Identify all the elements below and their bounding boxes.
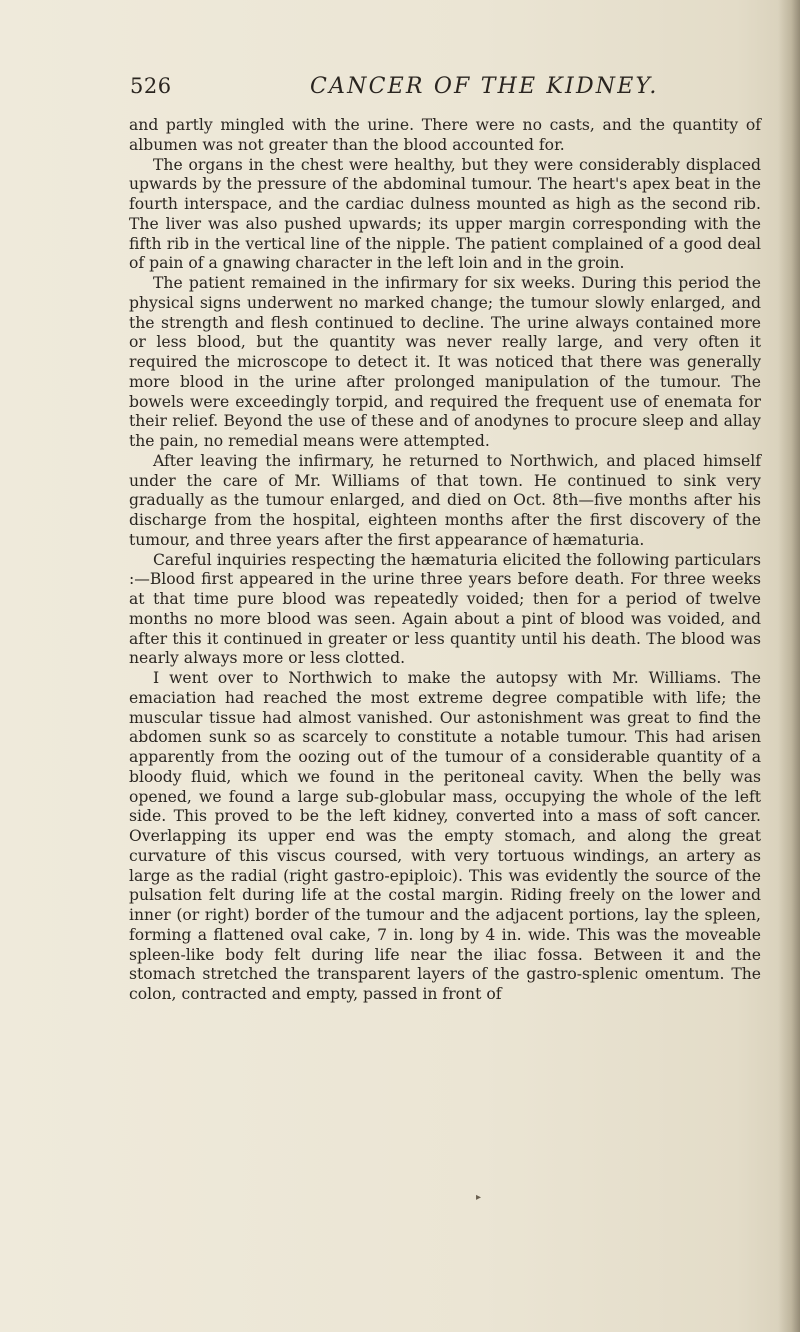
running-head bbox=[130, 74, 770, 106]
paragraph-haematuria-inquiries: Careful inquiries respecting the hæmaturia elicited the following particulars :—Blood first appeared in the urine three years before death. For three weeks at that time pure blood was repeatedly voided; then for a period of twelve months no more blood was seen. Again about a pint of blood was voided, and after this it continued in greater or less quantity until his death. The blood was nearly always more or less clotted. bbox=[129, 550, 761, 668]
page-number: 526 bbox=[130, 74, 172, 98]
paragraph-infirmary-stay: The patient remained in the infirmary for six weeks. During this period the physical signs underwent no marked change; the tumour slowly enlarged, and the strength and flesh continued to decline. The urine always contained more or less blood, but the quantity was never really large, and very often it required the microscope to detect it. It was noticed that there was generally more blood in the urine after prolonged manipulation of the tumour. The bowels were exceedingly torpid, and required the frequent use of enemata for their relief. Beyond the use of these and of anodynes to procure sleep and allay the pain, no remedial means were attempted. bbox=[129, 274, 761, 450]
paragraph-autopsy: I went over to Northwich to make the autopsy with Mr. Williams. The emaciation had reached the most extreme degree compatible with life; the muscular tissue had almost vanished. Our astonishment was great to find the abdomen sunk so as scarcely to constitute a notable tumour. This had arisen apparently from the oozing out of the tumour of a considerable quantity of a bloody fluid, which we found in the peritoneal cavity. When the belly was opened, we found a large sub-globular mass, occupying the whole of the left side. This proved to be the left kidney, converted into a mass of soft cancer. Overlapping its upper end was the empty stomach, and along the great curvature of this viscus coursed, with very tortuous windings, an artery as large as the radial (right gastro-epiploic). This was evidently the source of the pulsation felt during life at the costal margin. Riding freely on the lower and inner (or right) border of the tumour and the adjacent portions, lay the spleen, forming a flattened oval cake, 7 in. long by 4 in. wide. This was the moveable spleen-like body felt during life near the iliac fossa. Between it and the stomach stretched the transparent layers of the gastro-splenic omentum. The colon, contracted and empty, passed in front of bbox=[129, 669, 761, 1003]
paragraph-chest-organs: The organs in the chest were healthy, but they were considerably displaced upwards by the pressure of the abdominal tumour. The heart's apex beat in the fourth interspace, and the cardiac dulness mounted as high as the second rib. The liver was also pushed upwards; its upper margin corresponding with the fifth rib in the vertical line of the nipple. The patient complained of a good deal of pain of a gnawing character in the left loin and in the groin. bbox=[129, 155, 761, 273]
page-edge-shadow bbox=[778, 0, 800, 1332]
body-text bbox=[129, 116, 761, 1005]
paragraph-after-infirmary: After leaving the infirmary, he returned to Northwich, and placed himself under the care of Mr. Williams of that town. He continued to sink very gradually as the tumour enlarged, and died on Oct. 8th—five months after his discharge from the hospital, eighteen months after the first discovery of the tumour, and three years after the first appearance of hæmaturia. bbox=[129, 451, 761, 549]
running-title: CANCER OF THE KIDNEY. bbox=[310, 74, 659, 99]
paragraph-continuation: and partly mingled with the urine. There were no casts, and the quantity of albumen was not greater than the blood accounted for. bbox=[129, 116, 761, 154]
footer-mark: ▸ bbox=[476, 1192, 482, 1203]
